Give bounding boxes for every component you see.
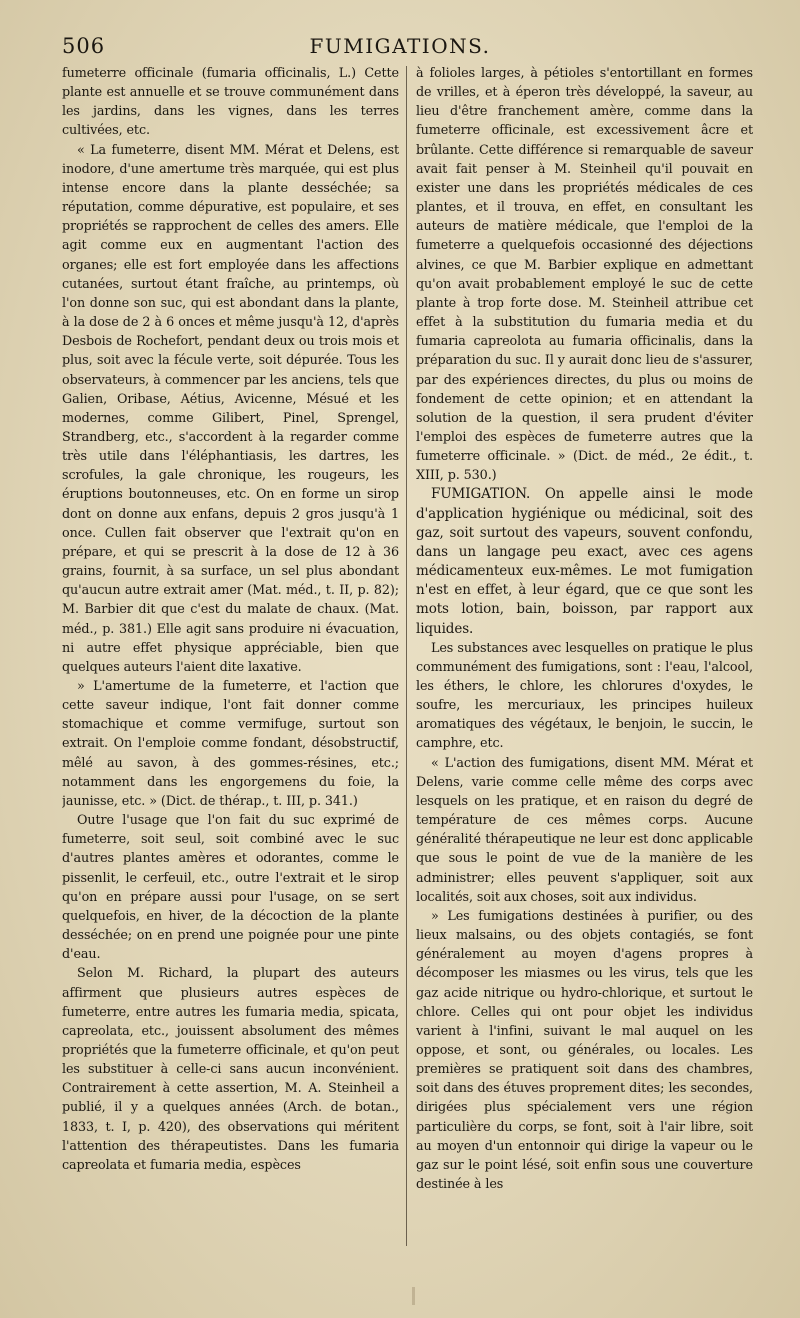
page-stain (412, 1287, 415, 1305)
right-paragraph-3: Les substances avec lesquelles on pratique le plus communément des fumigations, sont : l'eau, l'alcool, les éthers, le chlore, les chlorures d'oxydes, le soufre, les mercuriaux, les principes huileux aromatiques des végétaux, le benjoin, le succin, le camphre, etc. (416, 640, 753, 752)
page-number: 506 (62, 34, 106, 58)
left-paragraph-1: fumeterre officinale (fumaria officinalis, L.) Cette plante est annuelle et se trouve communément dans les jardins, dans les vignes, dans les terres cultivées, etc. (62, 66, 399, 139)
left-paragraph-3: » L'amertume de la fumeterre, et l'action que cette saveur indique, l'ont fait donner comme stomachique et comme vermifuge, surtout son extrait. On l'emploie comme fondant, désobstructif, mêlé au savon, à des gommes-résines, etc.; notamment dans les engorgemens du foie, la jaunisse, etc. » (Dict. de thérap., t. III, p. 341.) (62, 679, 399, 809)
right-paragraph-5: » Les fumigations destinées à purifier, ou des lieux malsains, ou des objets contagiés, se font généralement au moyen d'agens propres à décomposer les miasmes ou les virus, tels que les gaz acide nitrique ou hydro-chlorique, et surtout le chlore. Celles qui ont pour objet les individus varient à l'infini, suivant le mal auquel on les oppose, et sont, ou générales, ou locales. Les premières se pratiquent soit dans des chambres, soit dans des étuves proprement dites; les secondes, dirigées plus spécialement vers une région particulière du corps, se font, soit à l'air libre, soit au moyen d'un entonnoir qui dirige la vapeur ou le gaz sur le point lésé, soit enfin sous une couverture destinée à les (416, 908, 753, 1193)
left-paragraph-2: « La fumeterre, disent MM. Mérat et Delens, est inodore, d'une amertume très marquée, qui est plus intense encore dans la plante desséchée; sa réputation, comme dépurative, est populaire, et ses propriétés se rapprochent de celles des amers. Elle agit comme eux en augmentant l'action des organes; elle est fort employée dans les affections cutanées, surtout étant fraîche, au printemps, où l'on donne son suc, qui est abondant dans la plante, à la dose de 2 à 6 onces et même jusqu'à 12, d'après Desbois de Rochefort, pendant deux ou trois mois et plus, soit avec la fécule verte, soit dépurée. Tous les observateurs, à commencer par les anciens, tels que Galien, Oribase, Aétius, Avicenne, Mésué et les modernes, comme Gilibert, Pinel, Sprengel, Strandberg, etc., s'accordent à la regarder comme très utile dans l'éléphantiasis, les dartres, les scrofules, la gale chronique, les rougeurs, les éruptions boutonneuses, etc. On en forme un sirop dont on donne aux enfans, depuis 2 gros jusqu'à 1 once. Cullen fait observer que l'extrait qu'on en prépare, et qui se prescrit à la dose de 12 à 36 grains, fournit, à sa surface, un sel plus abondant qu'aucun autre extrait amer (Mat. méd., t. II, p. 82); M. Barbier dit que c'est du malate de chaux. (Mat. méd., p. 381.) Elle agit sans produire ni évacuation, ni autre effet physique appréciable, bien que quelques auteurs l'aient dite laxative. (62, 142, 399, 675)
fumigation-entry: FUMIGATION. On appelle ainsi le mode d'application hygiénique ou médicinal, soit des gaz, soit surtout des vapeurs, souvent confondu, dans un langage peu exact, avec ces agens médicamenteux eux-mêmes. Le mot fumigation n'est en effet, à leur égard, que ce que sont les mots lotion, bain, boisson, par rapport aux liquides. (416, 486, 753, 637)
left-paragraph-4: Outre l'usage que l'on fait du suc exprimé de fumeterre, soit seul, soit combiné avec le suc d'autres plantes amères et odorantes, comme le pissenlit, le cerfeuil, etc., outre l'extrait et le sirop qu'on en prépare aussi pour l'usage, on se sert quelquefois, en hiver, de la décoction de la plante desséchée; on en prend une poignée pour une pinte d'eau. (62, 813, 399, 963)
left-paragraph-5: Selon M. Richard, la plupart des auteurs affirment que plusieurs autres espèces de fumeterre, entre autres les fumaria media, spicata, capreolata, etc., jouissent absolument des mêmes propriétés que la fumeterre officinale, et qu'on peut les substituer à celle-ci sans aucun inconvénient. Contrairement à cette assertion, M. A. Steinheil a publié, il y a quelques années (Arch. de botan., 1833, t. I, p. 420), des observations qui méritent l'attention des thérapeutistes. Dans les fumaria capreolata et fumaria media, espèces (62, 966, 399, 1173)
running-head: FUMIGATIONS. (309, 34, 491, 58)
column-divider (406, 66, 407, 1246)
right-paragraph-4: « L'action des fumigations, disent MM. Mérat et Delens, varie comme celle même des corps avec lesquels on les pratique, et en raison du degré de température de ces mêmes corps. Aucune généralité thérapeutique ne leur est donc applicable que sous le point de vue de la manière de les administrer; elles peuvent s'appliquer, soit aux localités, soit aux choses, soit aux individus. (416, 755, 753, 905)
right-column (416, 64, 753, 1246)
right-paragraph-1: à folioles larges, à pétioles s'entortillant en formes de vrilles, et à éperon très développé, la saveur, au lieu d'être franchement amère, comme dans la fumeterre officinale, est excessivement âcre et brûlante. Cette différence si remarquable de saveur avait fait penser à M. Steinheil qu'il pouvait en exister une dans les propriétés médicales de ces plantes, et il trouva, en effet, en consultant les auteurs de matière médicale, que l'emploi de la fumeterre a quelquefois occasionné des déjections alvines, ce que M. Barbier explique en admettant qu'on avait probablement employé le suc de cette plante à trop forte dose. M. Steinheil attribue cet effet à la substitution du fumaria media et du fumaria capreolota au fumaria officinalis, dans la préparation du suc. Il y aurait donc lieu de s'assurer, par des expériences directes, du plus ou moins de fondement de cette opinion; et en attendant la solution de la question, il sera prudent d'éviter l'emploi des espèces de fumeterre autres que la fumeterre officinale. » (Dict. de méd., 2e édit., t. XIII, p. 530.) (416, 66, 753, 484)
left-column (62, 64, 399, 1246)
